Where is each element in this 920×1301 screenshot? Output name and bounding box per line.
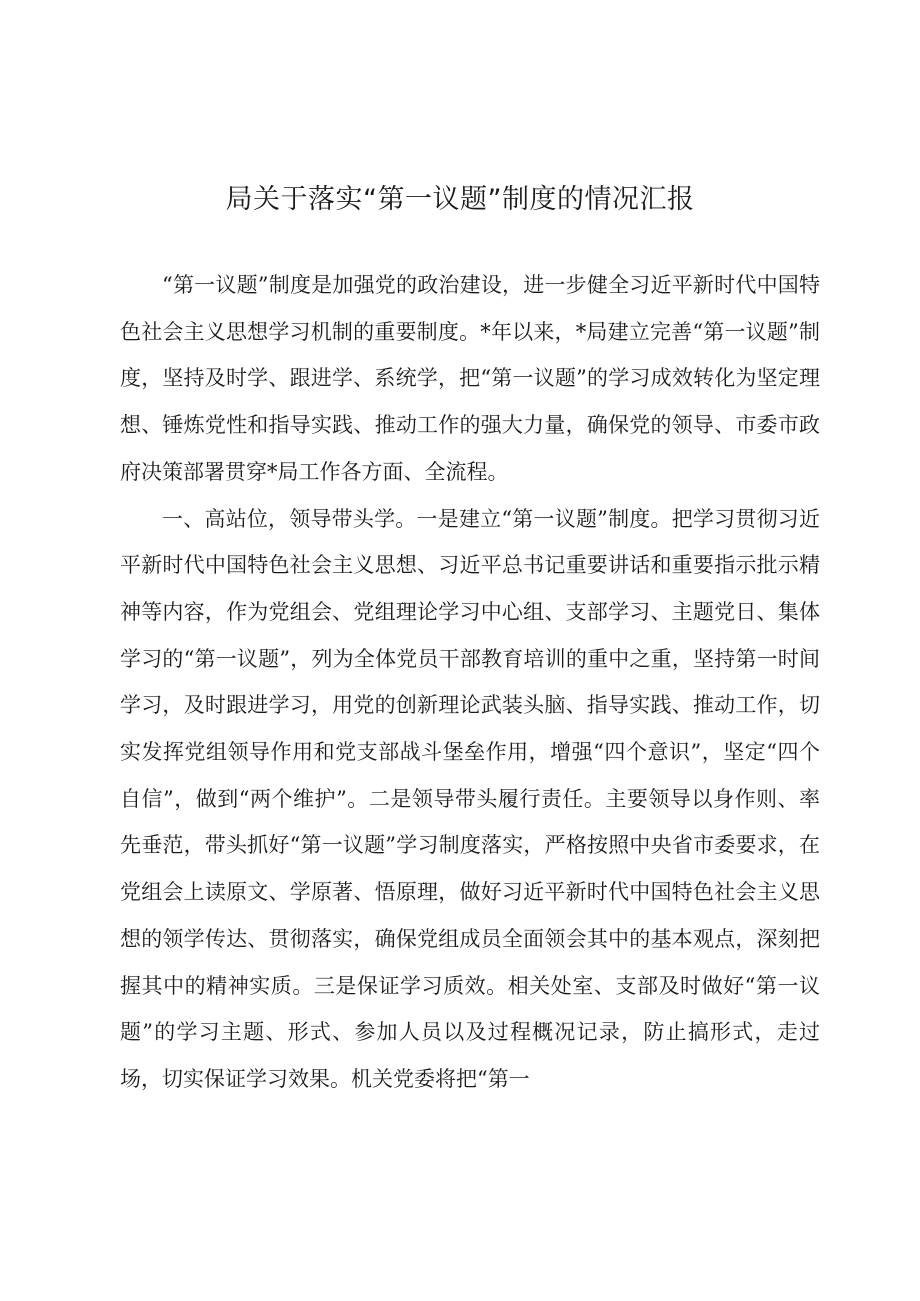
paragraph-section-one: 一、高站位，领导带头学。一是建立“第一议题”制度。把学习贯彻习近平新时代中国特色社会主义思想、习近平总书记重要讲话和重要指示批示精神等内容，作为党组会、党组理论学习中心组、支部学习、主题党日、集体学习的“第一议题”，列为全体党员干部教育培训的重中之重，坚持第一时间学习，及时跟进学习，用党的创新理论武装头脑、指导实践、推动工作，切实发挥党组领导作用和党支部战斗堡垒作用，增强“四个意识”，坚定“四个自信”，做到“两个维护”。二是领导带头履行责任。主要领导以身作则、率先垂范，带头抓好“第一议题”学习制度落实，严格按照中央省市委要求，在党组会上读原文、学原著、悟原理，做好习近平新时代中国特色社会主义思想的领学传达、贯彻落实，确保党组成员全面领会其中的基本观点，深刻把握其中的精神实质。三是保证学习质效。相关处室、支部及时做好“第一议题”的学习主题、形式、参加人员以及过程概况记录，防止搞形式，走过场，切实保证学习效果。机关党委将把“第一 (120, 506, 820, 1091)
document-title: 局关于落实“第一议题”制度的情况汇报 (225, 184, 695, 215)
document-body (120, 262, 820, 1103)
paragraph-intro: “第一议题”制度是加强党的政治建设，进一步健全习近平新时代中国特色社会主义思想学习机制的重要制度。*年以来，*局建立完善“第一议题”制度，坚持及时学、跟进学、系统学，把“第一议题”的学习成效转化为坚定理想、锤炼党性和指导实践、推动工作的强大力量，确保党的领导、市委市政府决策部署贯穿*局工作各方面、全流程。 (120, 273, 820, 484)
